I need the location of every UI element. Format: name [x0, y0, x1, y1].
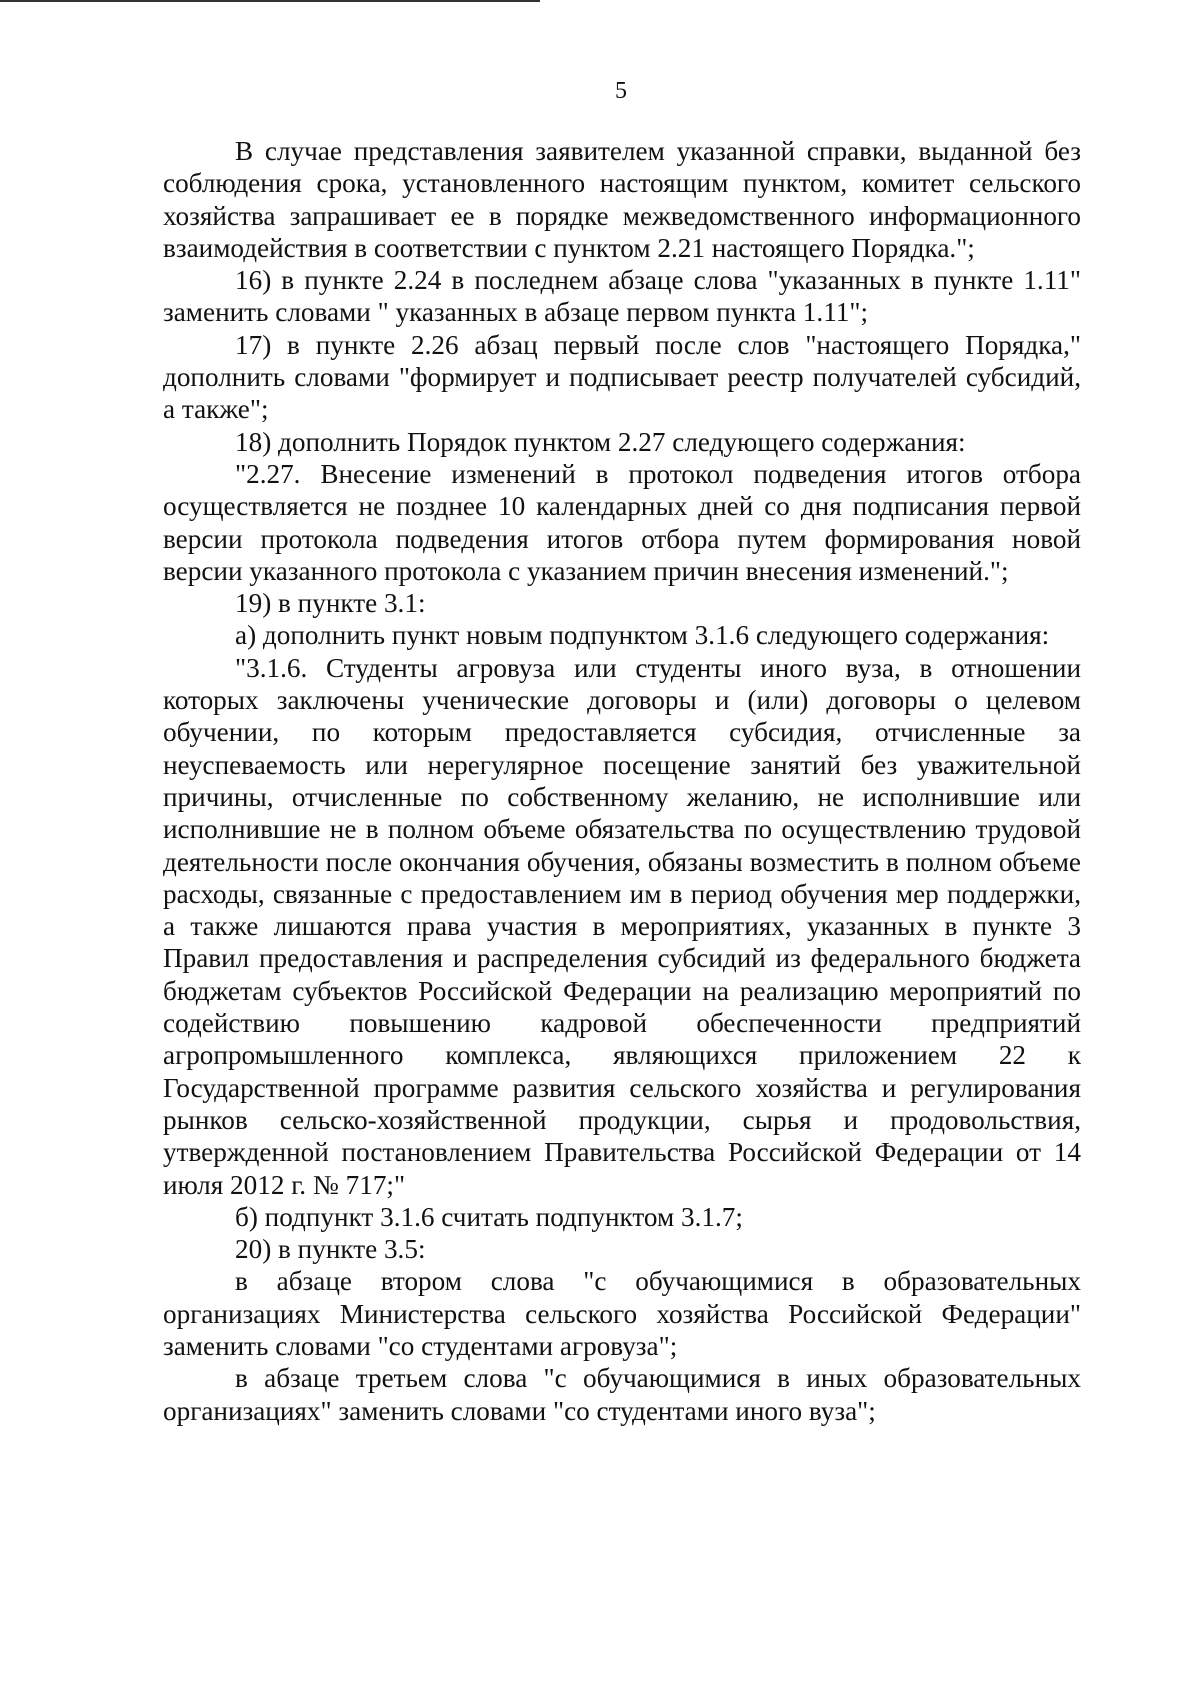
paragraph-item-19: 19) в пункте 3.1: [235, 588, 426, 619]
document-body [163, 135, 1081, 1427]
paragraph-item-20: 20) в пункте 3.5: [235, 1234, 426, 1265]
page-number: 5 [615, 78, 627, 104]
paragraph-subitem-a: а) дополнить пункт новым подпунктом 3.1.6 следующего содержания: [235, 620, 1050, 651]
paragraph-item-17: 17) в пункте 2.26 абзац первый после слов "настоящего Порядка," дополнить словами "формирует и подписывает реестр получателей субсидий, а также"; [163, 329, 1081, 425]
paragraph-item-3-1-6-text: "3.1.6. Студенты агровуза или студенты иного вуза, в отношении которых заключены ученические договоры и (или) договоры о целевом обучении, по которым предоставляется субсидия, отчисленные за неуспеваемость или нерегулярное посещение занятий без уважительной причины, отчисленные по собственному желанию, не исполнившие или исполнившие не в полном объеме обязательства по осуществлению трудовой деятельности после окончания обучения, обязаны возместить в полном объеме расходы, связанные с предоставлением им в период обучения мер поддержки, а также лишаются права участия в мероприятиях, указанных в пункте 3 Правил предоставления и распределения субсидий из федерального бюджета бюджетам субъектов Российской Федерации на реализацию мероприятий по содействию повышению кадровой обеспеченности предприятий агропромышленного комплекса, являющихся приложением 22 к Государственной программе развития сельского хозяйства и регулирования рынков сельско-хозяйственной продукции, сырья и продовольствия, утвержденной постановлением Правительства Российской Федерации от 14 июля 2012 г. № 717;" [163, 652, 1081, 1200]
paragraph-item-2-27-text: "2.27. Внесение изменений в протокол подведения итогов отбора осуществляется не позднее 10 календарных дней со дня подписания первой версии протокола подведения итогов отбора путем формирования новой версии указанного протокола с указанием причин внесения изменений."; [163, 458, 1081, 586]
scan-edge-line [0, 0, 540, 2]
paragraph-subitem-b: б) подпункт 3.1.6 считать подпунктом 3.1.7; [235, 1201, 743, 1232]
paragraph-item-16: 16) в пункте 2.24 в последнем абзаце слова "указанных в пункте 1.11" заменить словами " указанных в абзаце первом пункта 1.11"; [163, 265, 1081, 328]
paragraph-second-abzac: в абзаце втором слова "с обучающимися в образовательных организациях Министерства сельского хозяйства Российской Федерации" заменить словами "со студентами агровуза"; [163, 1266, 1081, 1361]
paragraph-third-abzac: в абзаце третьем слова "с обучающимися в иных образовательных организациях" заменить словами "со студентами иного вуза"; [163, 1363, 1081, 1426]
paragraph-certificate-request: В случае представления заявителем указанной справки, выданной без соблюдения срока, установленного настоящим пунктом, комитет сельского хозяйства запрашивает ее в порядке межведомственного информационного взаимодействия в соответствии с пунктом 2.21 настоящего Порядка."; [163, 136, 1081, 263]
paragraph-item-18: 18) дополнить Порядок пунктом 2.27 следующего содержания: [235, 426, 966, 457]
